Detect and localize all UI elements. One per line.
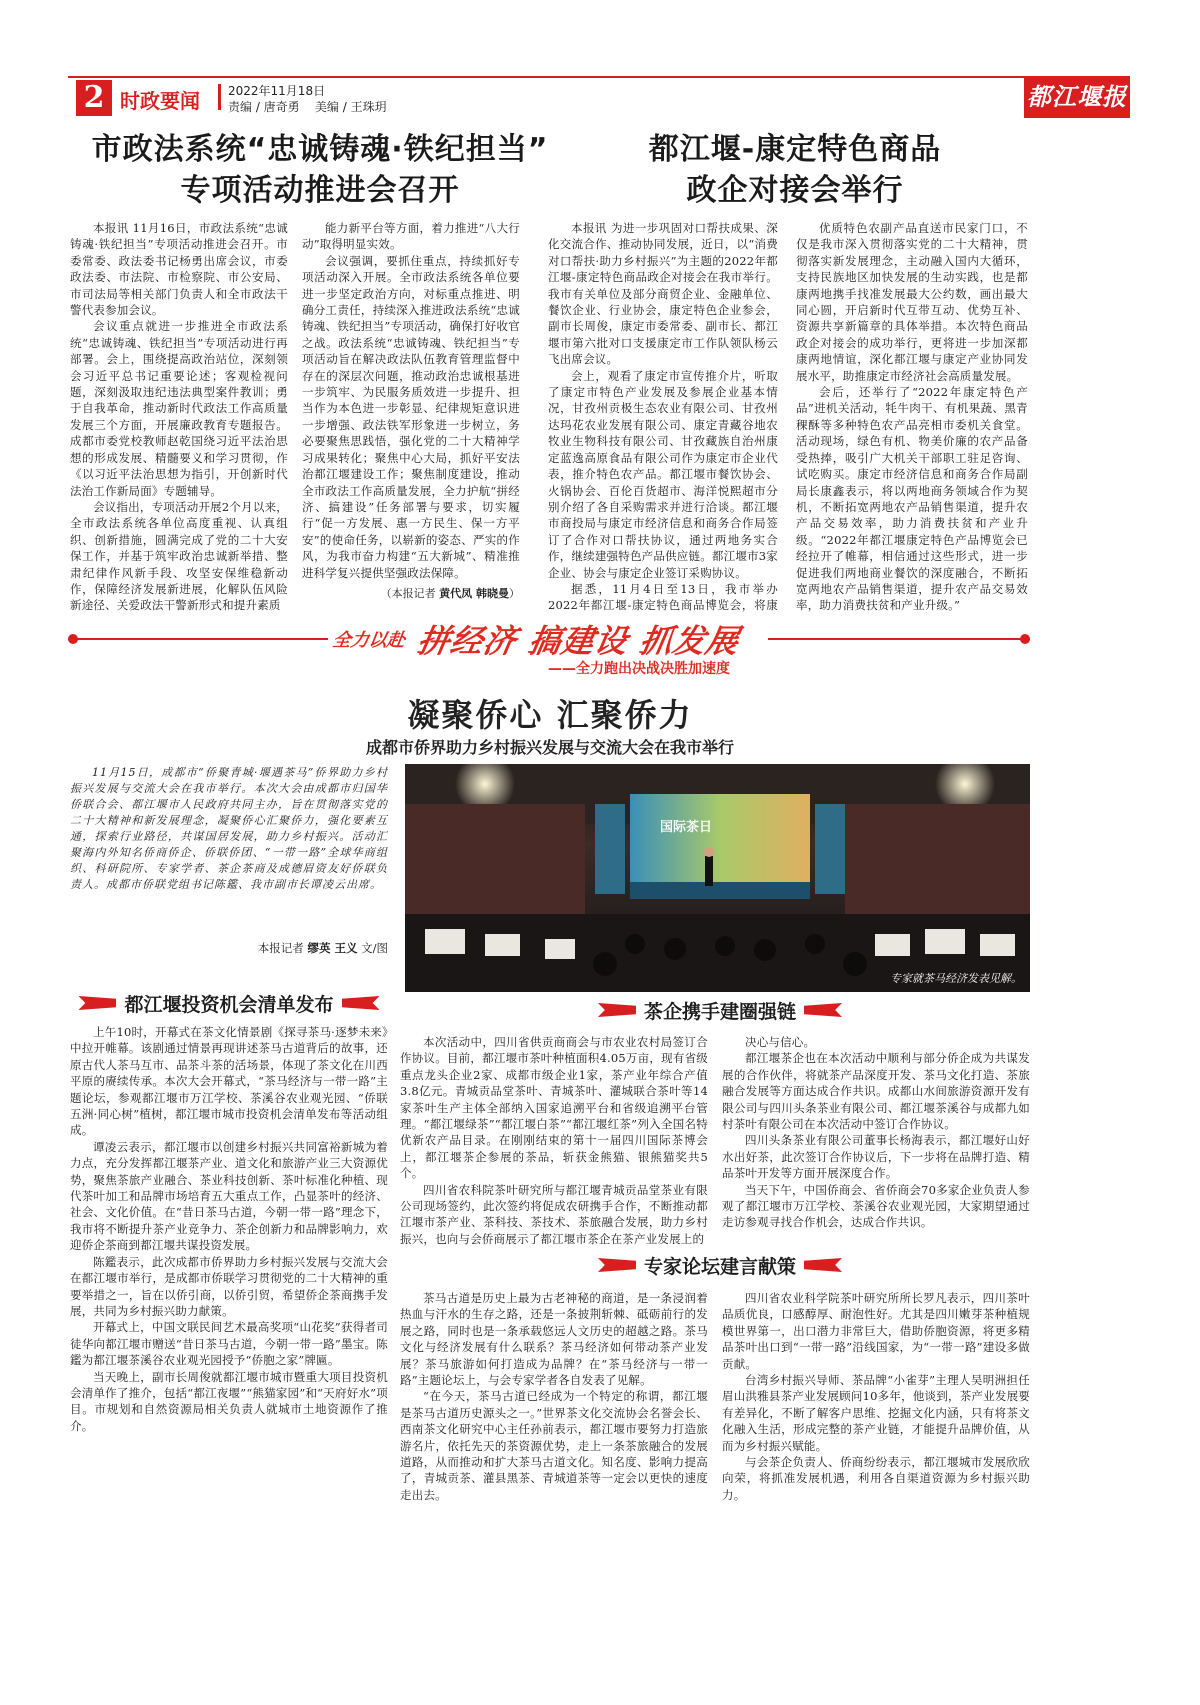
banner-dot-right [1020,634,1030,644]
byline-names: 缪英 王义 [307,941,358,955]
editor-line: 责编 / 唐奇勇 美编 / 王珠玥 [228,100,387,114]
banner-subline: ——全力跑出决战决胜加速度 [548,661,730,677]
invest-heading-text: 都江堰投资机会清单发布 [124,993,334,1016]
byline-prefix: 本报记者 [257,941,304,955]
banner-slogan: 拼经济 搞建设 抓发展 [414,622,743,660]
banner-dot-left [68,634,78,644]
byline-prefix: （本报记者 [380,586,436,600]
paragraph: 当天下午，中国侨商会、省侨商会70多家企业负责人参观了都江堰市万江学校、茶溪谷农业观光园，大家期望通过走访参观寻找合作机会，达成合作共识。 [722,1182,1030,1230]
conference-photo [405,764,1030,992]
feature-byline [120,940,388,956]
ribbon-right [342,996,380,1010]
ribbon-left [598,1258,636,1272]
paragraph: 本报讯 11月16日，市政法系统“忠诚铸魂·铁纪担当”专项活动推进会召开。市委常委、政法委书记杨勇出席会议，市委政法委、市法院、市检察院、市公安局、市司法局等相关部门负责人和全市政法干警代表参加会议。 [70,221,288,318]
byline-suffix: 文/图 [361,941,388,955]
article1-byline [302,585,520,601]
paragraph: 台湾乡村振兴导师、茶品牌“小雀芽”主理人吴明洲担任眉山洪雅县茶产业发展顾问10多年，他谈到，茶产业发展要有差异化，不断了解客户思维、挖掘文化内涵，只有将茶文化融入生活，形成完整的茶产业链，才能提升品牌价值，从而为乡村振兴赋能。 [722,1373,1030,1453]
paragraph: 能力新平台等方面，着力推进“八大行动”取得明显实效。 [302,221,520,252]
paragraph: 会后，还举行了“2022年康定特色产品”进机关活动，牦牛肉干、有机果蔬、黑青稞酥等多种特色农产品亮相市委机关食堂。活动现场，绿色有机、物美价廉的农产品备受热捧，吸引广大机关干部职工驻足咨询、试吃购买。康定市经济信息和商务合作局副局长康鑫表示，将以两地商务领域合作为契机，不断拓宽两地农产品销售渠道，提升农产品交易效率，助力消费扶贫和产业升级。“2022年都江堰康定特色产品博览会已经拉开了帷幕，相信通过这些形式，进一步促进我们两地商业餐饮的深度融合，不断拓宽两地农产品销售渠道，提升农产品交易效率，助力消费扶贫和产业升级。” [796,385,1028,613]
invest-heading [70,988,388,1018]
article1-headline [60,130,580,212]
paragraph: 四川省农科院茶叶研究所与都江堰青城贡品堂茶业有限公司现场签约，此次签约将促成农研携手合作，不断推动都江堰市茶产业、茶科技、茶技术、茶旅融合发展，助力乡村振兴，也向与会侨商展示了都江堰市茶企在茶产业发展上的 [400,1182,708,1246]
paragraph: 开幕式上，中国文联民间艺术最高奖项“山花奖”获得者司徒华向都江堰市赠送“昔日茶马古道，今朝一带一路”墨宝。陈鑑为都江堰茶溪谷农业观光园授予“侨胞之家”牌匾。 [70,1320,388,1368]
page-header [68,76,1130,118]
header-rule [68,76,1026,78]
tea-heading-text: 茶企携手建圈强链 [643,1000,796,1023]
ribbon-left [598,1003,636,1017]
tea-heading [540,995,900,1025]
section-name: 时政要闻 [120,89,200,113]
photo-screen-text: 国际茶日 [660,820,713,835]
paragraph: 陈鑑表示，此次成都市侨界助力乡村振兴发展与交流大会在都江堰市举行，是成都市侨联学习贯彻党的二十大精神的重要举措之一，旨在以侨引商，以侨引贸，希望侨企茶商携手发展，共同为乡村振兴助力献策。 [70,1254,388,1318]
paragraph: 本次活动中，四川省供贡商商会与市农业农村局签订合作协议。目前，都江堰市茶叶种植面积4.05万亩，现有省级重点龙头企业2家、成都市级企业1家，茶产业年综合产值3.8亿元。青城贡品堂茶叶、青城茶叶、灌城联合茶叶等14家茶叶生产主体全部纳入国家追溯平台和省级追溯平台管理。“都江堰绿茶”“都江堰白茶”“都江堰红茶”列入全国名特优新农产品目录。在刚刚结束的第十一届四川国际茶博会上，都江堰茶企参展的茶品，斩获金熊猫、银熊猫奖共5个。 [400,1035,708,1181]
article2-title-line2: 政企对接会举行 [686,173,904,208]
paragraph: 四川头条茶业有限公司董事长杨海表示，都江堰好山好水出好茶，此次签订合作协议后，下一步将在品牌打造、精品茶叶开发等方面开展深度合作。 [722,1133,1030,1181]
lead-paragraph: 11月15日，成都市“侨聚青城·堰遇茶马”侨界助力乡村振兴发展与交流大会在我市举行。本次大会由成都市归国华侨联合会、都江堰市人民政府共同主办，旨在贯彻落实党的二十大精神和新发展理念，凝聚侨心汇聚侨力，强化要素互通，探索行业路径，共谋国居发展，助力乡村振兴。活动汇聚海内外知名侨商侨企、侨联侨团、“一带一路”全球华商组织、科研院所、专家学者、茶企茶商及成德眉资友好侨联负责人。成都市侨联党组书记陈鑑、我市副市长谭凌云出席。 [70,766,388,891]
issue-date: 2022年11月18日 [228,84,326,98]
feature-title: 凝聚侨心 汇聚侨力 [407,696,693,734]
paragraph: 本报讯 为进一步巩固对口帮扶成果、深化交流合作、推动协同发展，近日，以“消费对口帮扶·助力乡村振兴”为主题的2022年都江堰-康定特色商品政企对接会在我市举行。我市有关单位及部分商贸企业、金融单位、餐饮企业、行业协会，康定特色企业参会，副市长周俊，康定市委常委、副市长、都江堰市第六批对口支援康定市工作队领队杨云飞出席会议。 [548,221,778,367]
paragraph: 会议重点就进一步推进全市政法系统“忠诚铸魂、铁纪担当”专项活动进行再部署。会上，围绕提高政治站位，深刻领会习近平总书记重要论述；客观检视问题，深刻汲取违纪违法典型案件教训；勇于自我革命，推动新时代政法工作高质量发展三个方面，开展廉政教育专题报告。成都市委党校教师赵乾国绕习近平法治思想的形成发展、精髓要义和学习贯彻，作《以习近平法治思想为指引，开创新时代法治工作新局面》专题辅导。 [70,319,288,498]
tea-col1 [400,1034,708,1252]
paragraph: 当天晚上，副市长周俊就都江堰市城市暨重大项目投资机会清单作了推介，包括“都江夜堰”“熊猫家园”和“天府好水”项目。市规划和自然资源局相关负责人就城市土地资源作了推介。 [70,1369,388,1433]
article2-headline [560,130,1030,212]
paragraph: 茶马古道是历史上最为古老神秘的商道，是一条浸润着热血与汗水的生存之路，还是一条披荆斩棘、砥砺前行的发展之路，同时也是一条承载悠远人文历史的超越之路。茶马文化与经济发展有什么联系？茶马经济如何带动茶产业发展？茶马旅游如何打造成为品牌？在“茶马经济与一带一路”主题论坛上，与会专家学者各自发表了见解。 [400,1291,708,1388]
photo-caption: 专家就茶马经济发表见解。 [890,972,1022,985]
paragraph: 上午10时，开幕式在茶文化情景剧《探寻茶马·逐梦未来》中拉开帷幕。该剧通过情景再现讲述茶马古道背后的故事，还原古代人茶马互市、品茶斗茶的活场景，体现了茶文化在川西平原的赓续传承。本次大会开幕式，“茶马经济与一带一路”主题论坛，参观都江堰市万江学校、茶溪谷农业观光园、“侨联五洲·同心树”植树，都江堰市城市投资机会清单发布等活动组成。 [70,1025,388,1138]
article1-title-line1: 市政法系统“忠诚铸魂·铁纪担当” [91,132,549,167]
ribbon-right [804,1258,842,1272]
paragraph: 四川省农业科学院茶叶研究所所长罗凡表示，四川茶叶品质优良，口感醇厚、耐泡性好。尤其是四川嫩芽茶种植规模世界第一，出口潜力非常巨大，借助侨胞资源，将更多精品茶叶出口到“一带一路”沿线国家，为“一带一路”建设多做贡献。 [722,1291,1030,1371]
campaign-banner [68,618,1030,680]
photo-illustration [405,764,1030,992]
paragraph: “在今天，茶马古道已经成为一个特定的称谓，都江堰是茶马古道历史源头之一。”世界茶文化交流协会名誉会长、西南茶文化研究中心主任孙前表示，都江堰市要努力打造旅游名片，依托先天的茶资源优势，走上一条茶旅融合的发展道路，从而推动和扩大茶马古道文化。知名度、影响力提高了，青城贡茶、灌县黑茶、青城道茶等一定会以更快的速度走出去。 [400,1389,708,1502]
feature-lead [70,765,388,925]
byline-names: 黄代凤 韩晓曼 [439,586,509,600]
paragraph: 据悉，11月4日至13日，我市举办2022年都江堰-康定特色商品博览会，将康 [548,581,778,613]
banner-lead: 全力以赴 [331,630,407,651]
article2-col2 [796,220,1028,615]
article2-col1 [548,220,778,615]
experts-heading [540,1250,900,1280]
ribbon-right [804,1003,842,1017]
header-divider [218,84,221,110]
experts-col2 [722,1290,1030,1665]
article2-title-line1: 都江堰-康定特色商品 [648,132,942,167]
paragraph: 与会茶企负责人、侨商纷纷表示，都江堰城市发展欣欣向荣，将抓准发展机遇，利用各自渠道资源为乡村振兴助力。 [722,1455,1030,1502]
paragraph: 会上，观看了康定市宣传推介片，听取了康定市特色产业发展及参展企业基本情况，甘孜州贡极生态农业有限公司、甘孜州达玛花农业发展有限公司、康定青藏谷地农牧业生物科技有限公司、甘孜藏族自治州康定蓝逸高原食品有限公司作为康定市企业代表，推介特色农产品。都江堰市餐饮协会、火锅协会、百伦百货超市、海洋悦熙超市分别介绍了各自采购需求并进行洽谈。都江堰市商投局与康定市经济信息和商务合作局签订了合作对口帮扶协议，通过两地务实合作，继续建强特色产品供应链。都江堰市3家企业、协会与康定企业签订采购协议。 [548,368,778,580]
invest-column [70,1024,388,1664]
masthead-logo: 都江堰报 [1024,76,1130,118]
tea-col2 [722,1034,1030,1252]
article1-title-line2: 专项活动推进会召开 [180,173,460,208]
experts-col1 [400,1290,708,1665]
article1-col1 [70,220,288,615]
feature-subtitle: 成都市侨界助力乡村振兴发展与交流大会在我市举行 [365,738,734,757]
paragraph: 优质特色农副产品直送市民家门口，不仅是我市深入贯彻落实党的二十大精神，贯彻落实新发展理念，主动融入国内大循环，支持民族地区加快发展的生动实践，也是都康两地携手找准发展最大公约数，画出最大同心圆，开启新时代互带互动、优势互补、资源共享新篇章的具体举措。本次特色商品政企对接会的成功举行，更将进一步加深都康两地情谊，深化都江堰与康定产业协同发展水平，助推康定市经济社会高质量发展。 [796,221,1028,383]
paragraph: 会议强调，要抓住重点，持续抓好专项活动深入开展。全市政法系统各单位要进一步坚定政治方向，对标重点推进、明确分工责任，持续深入推进政法系统“忠诚铸魂、铁纪担当”专项活动，确保打好收官之战。政法系统“忠诚铸魂、铁纪担当”专项活动旨在解决政法队伍教育管理监督中存在的深层次问题，推动政治忠诚根基进一步筑牢、为民服务质效进一步提升、担当作为本色进一步彰显、纪律规矩意识进一步增强、政法铁军形象进一步树立，务必要聚焦思践悟，强化党的二十大精神学习成果转化；聚焦中心大局，抓好平安法治都江堰建设工作；聚焦制度建设，推动全市政法工作高质量发展，全力护航“拼经济、搞建设”任务部署与要求，切实履行“促一方发展、惠一方民生、保一方平安”的使命任务，以崭新的姿态、严实的作风，为我市奋力构建“五大新城”、精准推进科学复兴提供坚强政法保障。 [302,253,520,580]
paragraph: 谭凌云表示，都江堰市以创建乡村振兴共同富裕新城为着力点，充分发挥都江堰茶产业、道文化和旅游产业三大资源优势，聚焦茶旅产业融合、茶业科技创新、茶叶标准化种植、现代茶叶加工和品牌市场培育五大重点工作，凸显茶叶的经济、社会、文化价值。在“昔日茶马古道，今朝一带一路”理念下，我市将不断提升茶产业竞争力、茶企创新力和品牌影响力，欢迎侨企茶商到都江堰共谋投资发展。 [70,1139,388,1253]
paragraph: 决心与信心。 [745,1035,816,1049]
paragraph: 都江堰茶企也在本次活动中顺利与部分侨企成为共谋发展的合作伙伴，将就茶产品深度开发、茶马文化打造、茶旅融合发展等方面达成合作共识。成都山水间旅游资源开发有限公司与四川头条茶业有限公司、都江堰茶溪谷与成都九如村茶叶有限公司在本次活动中签订合作协议。 [722,1051,1030,1132]
article1-col2 [302,220,520,615]
page-number: 2 [76,80,112,116]
ribbon-left [78,996,116,1010]
experts-heading-text: 专家论坛建言献策 [643,1255,796,1278]
byline-suffix: ） [509,586,520,600]
paragraph: 会议指出，专项活动开展2个月以来，全市政法系统各单位高度重视、认真组织、创新措施，圆满完成了党的二十大安保工作，并基于筑牢政治忠诚新举措、整肃纪律作风新手段、攻坚安保维稳新动作，保障经济发展新进展，化解队伍风险新途径、关爱政法干警新形式和提升素质 [70,499,288,613]
